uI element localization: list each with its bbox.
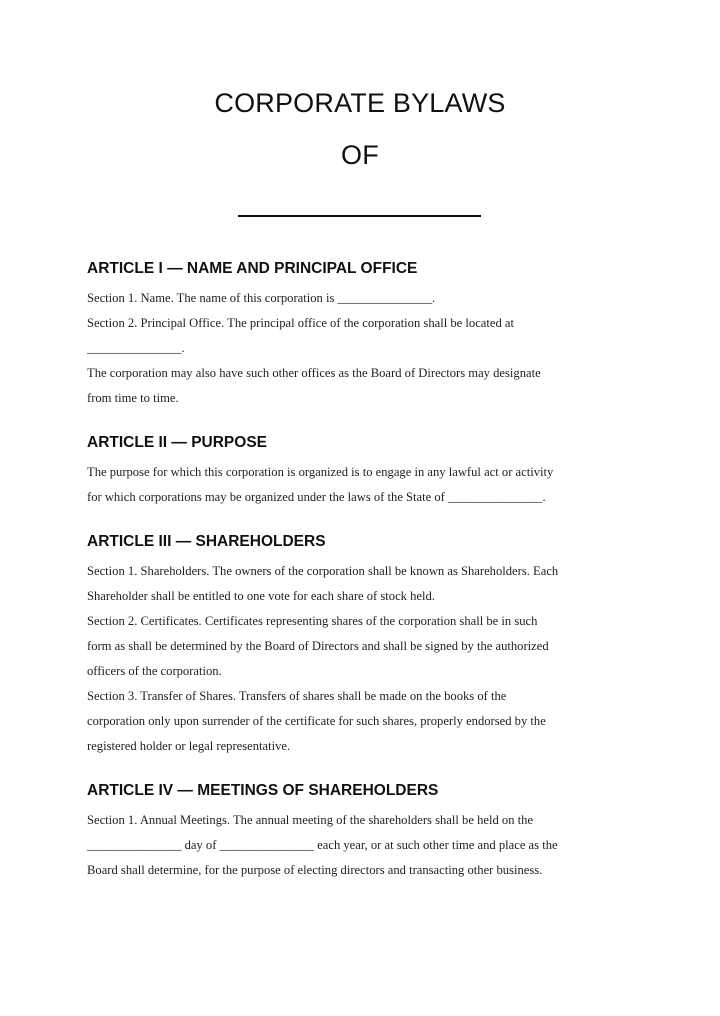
text-line: The corporation may also have such other offices as the Board of Directors may designate — [87, 366, 541, 380]
corporation-name-blank-line — [238, 215, 481, 217]
article-text — [87, 286, 647, 411]
text-line: corporation only upon surrender of the certificate for such shares, properly endorsed by the — [87, 714, 546, 728]
text-line: Section 2. Principal Office. The principal office of the corporation shall be located at — [87, 316, 514, 330]
article-3 — [87, 531, 647, 759]
text-line: Board shall determine, for the purpose of electing directors and transacting other business. — [87, 863, 543, 877]
document-body — [87, 258, 647, 883]
article-2 — [87, 432, 647, 510]
document-title-of: OF — [341, 140, 379, 170]
article-heading: ARTICLE IV — MEETINGS OF SHAREHOLDERS — [87, 782, 439, 799]
text-line: for which corporations may be organized under the laws of the State of _______________. — [87, 490, 546, 504]
article-heading: ARTICLE II — PURPOSE — [87, 434, 267, 451]
text-line: Section 1. Shareholders. The owners of the corporation shall be known as Shareholders. Each — [87, 564, 559, 578]
text-line: officers of the corporation. — [87, 664, 222, 678]
text-line: form as shall be determined by the Board of Directors and shall be signed by the authorized — [87, 639, 549, 653]
article-text — [87, 559, 647, 759]
article-text — [87, 460, 647, 510]
document-title: CORPORATE BYLAWS — [214, 88, 506, 118]
text-line: The purpose for which this corporation is organized is to engage in any lawful act or activity — [87, 465, 554, 479]
article-4 — [87, 780, 647, 883]
article-heading: ARTICLE III — SHAREHOLDERS — [87, 533, 326, 550]
text-line: _______________ day of _______________ each year, or at such other time and place as the — [87, 838, 558, 852]
text-line: Section 2. Certificates. Certificates representing shares of the corporation shall be in such — [87, 614, 538, 628]
text-line: Shareholder shall be entitled to one vote for each share of stock held. — [87, 589, 435, 603]
text-line: Section 1. Name. The name of this corporation is _______________. — [87, 291, 436, 305]
article-text — [87, 808, 647, 883]
text-line: Section 1. Annual Meetings. The annual meeting of the shareholders shall be held on the — [87, 813, 534, 827]
text-line: from time to time. — [87, 391, 179, 405]
text-line: Section 3. Transfer of Shares. Transfers of shares shall be made on the books of the — [87, 689, 507, 703]
article-heading: ARTICLE I — NAME AND PRINCIPAL OFFICE — [87, 260, 418, 277]
article-1 — [87, 258, 647, 411]
text-line: registered holder or legal representative. — [87, 739, 291, 753]
text-line: _______________. — [87, 341, 185, 355]
